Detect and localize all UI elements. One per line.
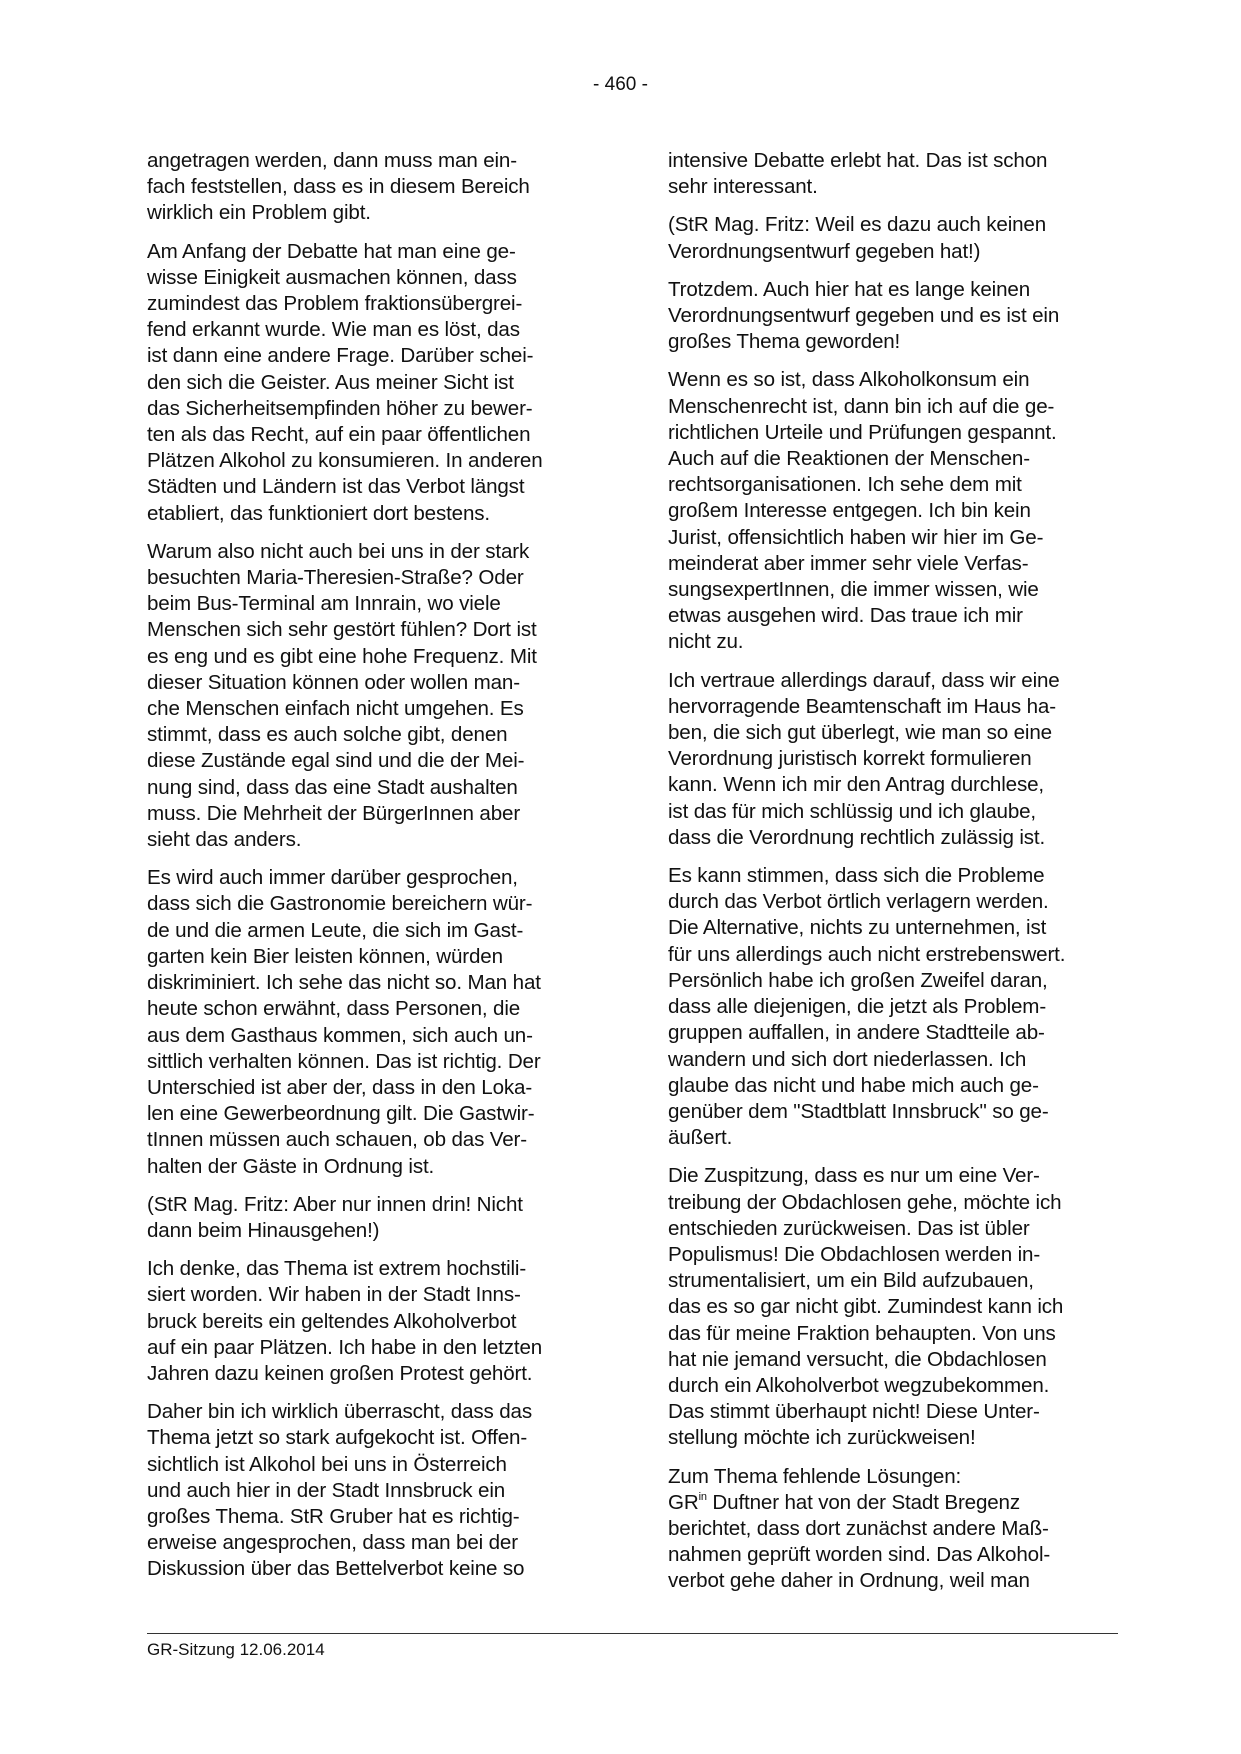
footer-session: GR-Sitzung 12.06.2014 bbox=[147, 1640, 325, 1659]
paragraph: Ich denke, das Thema ist extrem hochstili- siert worden. Wir haben in der Stadt Inns- bruck bereits ein geltendes Alkoholverbot auf ein paar Plätzen. Ich habe in den letzten Jahren dazu keinen großen Protest gehört. bbox=[147, 1257, 543, 1385]
right-column bbox=[668, 148, 1128, 1607]
paragraph: Warum also nicht auch bei uns in der stark besuchten Maria-Theresien-Straße? Oder beim Bus-Terminal am Innrain, wo viele Menschen sich sehr gestört fühlen? Dort ist es eng und es gibt eine hohe Frequenz. Mit dieser Situation können oder wollen man- che Menschen einfach nicht umgehen. Es stimmt, dass es auch solche gibt, denen diese Zustände egal sind und die der Mei- nung sind, dass das eine Stadt aushalten muss. Die Mehrheit der BürgerInnen aber sieht das anders. bbox=[147, 539, 537, 852]
speaker-superscript: in bbox=[698, 1490, 707, 1503]
speaker-prefix: GR bbox=[668, 1490, 699, 1514]
final-paragraph bbox=[668, 1464, 1128, 1595]
interjection: (StR Mag. Fritz: Weil es dazu auch keinen Verordnungsentwurf gegeben hat!) bbox=[668, 213, 1047, 263]
paragraph: angetragen werden, dann muss man ein- fach feststellen, dass es in diesem Bereich wirklich ein Problem gibt. bbox=[147, 149, 530, 225]
paragraph: Es wird auch immer darüber gesprochen, dass sich die Gastronomie bereichern wür- de und die armen Leute, die sich im Gast- garten kein Bier leisten können, würden diskriminiert. Ich sehe das nicht so. Man hat heute schon erwähnt, dass Personen, die aus dem Gasthaus kommen, sich auch un- sittlich verhalten können. Das ist richtig. Der Unterschied ist aber der, dass in den Loka- len eine Gewerbeordnung gilt. Die Gastwir- tInnen müssen auch schauen, ob das Ver- halten der Gäste in Ordnung ist. bbox=[147, 866, 541, 1178]
paragraph: Wenn es so ist, dass Alkoholkonsum ein Menschenrecht ist, dann bin ich auf die ge- richtlichen Urteile und Prüfungen gespannt. Auch auf die Reaktionen der Menschen- rechtsorganisationen. Ich sehe dem mit großem Interesse entgegen. Ich bin kein Jurist, offensichtlich haben wir hier im Ge- meinderat aber immer sehr viele Verfas- sungsexpertInnen, die immer wissen, wie etwas ausgehen wird. Das traue ich mir nicht zu. bbox=[668, 368, 1057, 654]
paragraph: Am Anfang der Debatte hat man eine ge- wisse Einigkeit ausmachen können, dass zumindest das Problem fraktionsübergrei- fend erkannt wurde. Wie man es löst, das ist dann eine andere Frage. Darüber schei- den sich die Geister. Aus meiner Sicht ist das Sicherheitsempfinden höher zu bewer- ten als das Recht, auf ein paar öffentlichen Plätzen Alkohol zu konsumieren. In anderen Städten und Ländern ist das Verbot längst etabliert, das funktioniert dort bestens. bbox=[147, 239, 543, 525]
page-number: - 460 - bbox=[593, 74, 648, 95]
paragraph: Es kann stimmen, dass sich die Probleme durch das Verbot örtlich verlagern werden. Die Alternative, nichts zu unternehmen, ist für uns allerdings auch nicht erstrebenswert. Persönlich habe ich großen Zweifel daran, dass alle diejenigen, die jetzt als Problem- gruppen auffallen, in andere Stadtteile ab- wandern und sich dort niederlassen. Ich glaube das nicht und habe mich auch ge- genüber dem "Stadtblatt Innsbruck" so ge- äußert. bbox=[668, 864, 1066, 1150]
footer-divider bbox=[147, 1633, 1118, 1634]
left-column bbox=[147, 148, 607, 1595]
paragraph: Daher bin ich wirklich überrascht, dass das Thema jetzt so stark aufgekocht ist. Offen- sichtlich ist Alkohol bei uns in Österreich und auch hier in der Stadt Innsbruck ein großes Thema. StR Gruber hat es richtig- erweise angesprochen, dass man bei der Diskussion über das Bettelverbot keine so bbox=[147, 1400, 533, 1581]
final-text: Duftner hat von der Stadt Bregenz berichtet, dass dort zunächst andere Maß- nahmen geprüft worden sind. Das Alkohol- verbot gehe daher in Ordnung, weil man bbox=[668, 1490, 1051, 1593]
paragraph: intensive Debatte erlebt hat. Das ist schon sehr interessant. bbox=[668, 149, 1048, 199]
final-heading: Zum Thema fehlende Lösungen: bbox=[668, 1464, 962, 1488]
paragraph: Die Zuspitzung, dass es nur um eine Ver- treibung der Obdachlosen gehe, möchte ich entschieden zurückweisen. Das ist übler Populismus! Die Obdachlosen werden in- strumentalisiert, um ein Bild aufzubauen, das es so gar nicht gibt. Zumindest kann ich das für meine Fraktion behaupten. Von uns hat nie jemand versucht, die Obdachlosen durch ein Alkoholverbot wegzubekommen. Das stimmt überhaupt nicht! Diese Unter- stellung möchte ich zurückweisen! bbox=[668, 1164, 1064, 1450]
paragraph: Trotzdem. Auch hier hat es lange keinen Verordnungsentwurf gegeben und es ist ein großes Thema geworden! bbox=[668, 277, 1060, 354]
paragraph: Ich vertraue allerdings darauf, dass wir eine hervorragende Beamtenschaft im Haus ha- ben, die sich gut überlegt, wie man so eine Verordnung juristisch korrekt formulieren kann. Wenn ich mir den Antrag durchlese, ist das für mich schlüssig und ich glaube, dass die Verordnung rechtlich zulässig ist. bbox=[668, 668, 1060, 849]
interjection: (StR Mag. Fritz: Aber nur innen drin! Nicht dann beim Hinausgehen!) bbox=[147, 1192, 523, 1242]
